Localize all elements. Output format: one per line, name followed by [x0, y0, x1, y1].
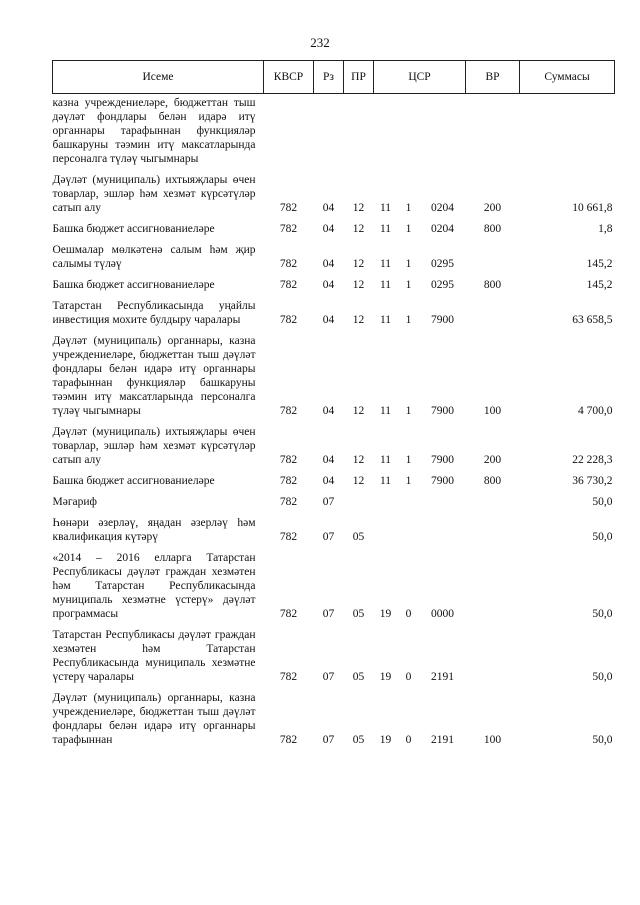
- row-csr-3: [420, 491, 466, 512]
- table-row: [53, 491, 615, 512]
- row-kvsr: 782: [279, 279, 298, 291]
- row-csr-1: 11: [379, 475, 392, 487]
- table-row: [53, 239, 615, 274]
- row-csr-1: 11: [379, 314, 392, 326]
- row-csr-3: 0000: [431, 608, 455, 620]
- row-kvsr: 782: [279, 531, 298, 543]
- row-rz: 07: [322, 734, 335, 746]
- row-vr: [466, 295, 520, 330]
- row-rz: 04: [322, 454, 335, 466]
- row-csr-2: 1: [405, 405, 412, 417]
- row-rz: 04: [322, 475, 335, 487]
- row-kvsr: 782: [279, 405, 298, 417]
- table-row: [53, 470, 615, 491]
- table-row: [53, 169, 615, 218]
- row-rz: 04: [322, 405, 335, 417]
- row-vr: [466, 94, 520, 170]
- row-rz: 04: [322, 202, 335, 214]
- budget-table: [52, 60, 615, 750]
- row-csr-1: 11: [379, 223, 392, 235]
- row-name: Башка бюджет ассигнованиеләре: [52, 475, 215, 487]
- row-pr: 12: [352, 223, 365, 235]
- row-sum: 22 228,3: [572, 454, 613, 466]
- row-vr: [466, 491, 520, 512]
- row-csr-2: 1: [405, 279, 412, 291]
- header-pr: ПР: [344, 61, 374, 94]
- row-vr: [466, 512, 520, 547]
- row-csr-2: 0: [405, 671, 412, 683]
- row-pr: 12: [352, 475, 365, 487]
- row-csr-1: [374, 94, 398, 170]
- row-kvsr: 782: [279, 475, 298, 487]
- row-csr-1: 19: [379, 671, 392, 683]
- row-rz: [314, 94, 344, 170]
- table-row: [53, 330, 615, 421]
- row-csr-3: 7900: [431, 405, 455, 417]
- row-vr: 800: [483, 475, 502, 487]
- page-number: 232: [310, 35, 330, 50]
- row-csr-1: 19: [379, 734, 392, 746]
- row-rz: 07: [322, 531, 335, 543]
- row-csr-3: 0204: [431, 202, 455, 214]
- table-row: [53, 624, 615, 687]
- row-csr-3: 7900: [431, 475, 455, 487]
- row-csr-2: 1: [405, 475, 412, 487]
- row-name: Татарстан Республикасында уңайлы инвестиция мохите булдыру чаралары: [52, 300, 256, 326]
- table-row: [53, 687, 615, 750]
- row-pr: 05: [352, 734, 365, 746]
- row-vr: 100: [483, 405, 502, 417]
- row-vr: 100: [483, 734, 502, 746]
- row-vr: [466, 547, 520, 624]
- row-sum: 50,0: [592, 608, 613, 620]
- row-csr-2: [398, 512, 420, 547]
- row-csr-1: 11: [379, 202, 392, 214]
- row-csr-1: 11: [379, 454, 392, 466]
- row-sum: 1,8: [598, 223, 613, 235]
- row-name: Дәүләт (муниципаль) ихтыяҗлары өчен товарлар, эшләр һәм хезмәт күрсәтүләр сатып алу: [52, 174, 256, 214]
- row-name: Башка бюджет ассигнованиеләре: [52, 223, 215, 235]
- row-sum: 50,0: [592, 496, 613, 508]
- header-name: Исеме: [53, 61, 264, 94]
- table-row: [53, 547, 615, 624]
- row-csr-3: 7900: [431, 314, 455, 326]
- table-row: [53, 295, 615, 330]
- row-csr-3: [420, 94, 466, 170]
- row-name: Башка бюджет ассигнованиеләре: [52, 279, 215, 291]
- row-csr-2: [398, 491, 420, 512]
- row-csr-2: 1: [405, 454, 412, 466]
- row-csr-3: 2191: [431, 734, 455, 746]
- table-row: [53, 94, 615, 170]
- row-name: Дәүләт (муниципаль) ихтыяҗлары өчен товарлар, эшләр һәм хезмәт күрсәтүләр сатып алу: [52, 426, 256, 466]
- row-csr-3: 0295: [431, 279, 455, 291]
- row-csr-3: 2191: [431, 671, 455, 683]
- row-pr: 05: [352, 608, 365, 620]
- row-csr-3: 0295: [431, 258, 455, 270]
- row-pr: 05: [352, 671, 365, 683]
- row-sum: 63 658,5: [572, 314, 613, 326]
- row-kvsr: 782: [279, 202, 298, 214]
- row-csr-2: 0: [405, 734, 412, 746]
- row-csr-1: 11: [379, 279, 392, 291]
- row-vr: 800: [483, 279, 502, 291]
- row-sum: [520, 94, 615, 170]
- row-csr-1: [374, 491, 398, 512]
- row-sum: 50,0: [592, 531, 613, 543]
- row-rz: 04: [322, 223, 335, 235]
- header-csr: ЦСР: [374, 61, 466, 94]
- row-rz: 07: [322, 608, 335, 620]
- header-vr: ВР: [466, 61, 520, 94]
- row-sum: 50,0: [592, 734, 613, 746]
- row-vr: 200: [483, 202, 502, 214]
- row-pr: [344, 491, 374, 512]
- header-row: [53, 61, 615, 94]
- row-pr: 12: [352, 314, 365, 326]
- row-pr: 12: [352, 202, 365, 214]
- row-pr: 12: [352, 454, 365, 466]
- row-kvsr: 782: [279, 314, 298, 326]
- row-pr: [344, 94, 374, 170]
- row-name: Татарстан Республикасы дәүләт граждан хезмәтен һәм Татарстан Республикасында муниципаль хезмәтне үстерү чаралары: [52, 629, 256, 683]
- header-sum: Суммасы: [520, 61, 615, 94]
- row-name: Дәүләт (муниципаль) органнары, казна учреждениеләре, бюджеттан тыш дәүләт фондлары белән идарә итү органнары тарафыннан функцияләр башкаруны тәэмин итү максатларында персоналга түләү чыгымнары: [52, 335, 256, 417]
- row-sum: 10 661,8: [572, 202, 613, 214]
- row-name: Мәгариф: [52, 496, 98, 508]
- table-body: [53, 94, 615, 751]
- table-row: [53, 218, 615, 239]
- row-sum: 50,0: [592, 671, 613, 683]
- row-csr-1: 11: [379, 258, 392, 270]
- row-sum: 145,2: [586, 279, 613, 291]
- row-sum: 36 730,2: [572, 475, 613, 487]
- row-csr-2: 1: [405, 314, 412, 326]
- row-csr-2: 0: [405, 608, 412, 620]
- row-name: «2014 – 2016 елларга Татарстан Республикасы дәүләт граждан хезмәтен һәм Татарстан Республикасында муниципаль хезмәтне үстерү» дәүләт программасы: [52, 552, 256, 620]
- row-rz: 07: [322, 671, 335, 683]
- row-csr-1: 11: [379, 405, 392, 417]
- row-kvsr: 782: [279, 608, 298, 620]
- row-name: казна учреждениеләре, бюджеттан тыш дәүләт фондлары белән идарә итү органнары тарафыннан функцияләр башкаруны тәэмин итү максатларында персоналга түләү чыгымнары: [52, 97, 256, 165]
- row-csr-2: 1: [405, 202, 412, 214]
- row-csr-3: 0204: [431, 223, 455, 235]
- row-pr: 12: [352, 279, 365, 291]
- row-kvsr: [264, 94, 314, 170]
- row-kvsr: 782: [279, 496, 298, 508]
- row-name: Оешмалар мөлкәтенә салым һәм җир салымы түләү: [52, 244, 256, 270]
- row-name: Дәүләт (муниципаль) органнары, казна учреждениеләре, бюджеттан тыш дәүләт фондлары белән идарә итү органнары тарафыннан: [52, 692, 256, 746]
- row-kvsr: 782: [279, 258, 298, 270]
- row-pr: 12: [352, 258, 365, 270]
- row-csr-2: [398, 94, 420, 170]
- row-csr-1: [374, 512, 398, 547]
- table-row: [53, 421, 615, 470]
- row-vr: 200: [483, 454, 502, 466]
- row-pr: 05: [352, 531, 365, 543]
- table-row: [53, 274, 615, 295]
- row-csr-1: 19: [379, 608, 392, 620]
- row-kvsr: 782: [279, 671, 298, 683]
- row-kvsr: 782: [279, 223, 298, 235]
- row-vr: 800: [483, 223, 502, 235]
- row-csr-2: 1: [405, 258, 412, 270]
- header-kvsr: КВСР: [264, 61, 314, 94]
- row-vr: [466, 239, 520, 274]
- row-kvsr: 782: [279, 454, 298, 466]
- row-pr: 12: [352, 405, 365, 417]
- row-rz: 04: [322, 258, 335, 270]
- row-sum: 145,2: [586, 258, 613, 270]
- row-kvsr: 782: [279, 734, 298, 746]
- row-name: Һөнәри әзерләү, яңадан әзерләү һәм квалификация күтәрү: [52, 517, 256, 543]
- row-rz: 07: [322, 496, 335, 508]
- row-rz: 04: [322, 314, 335, 326]
- header-rz: Рз: [314, 61, 344, 94]
- row-rz: 04: [322, 279, 335, 291]
- table-row: [53, 512, 615, 547]
- row-vr: [466, 624, 520, 687]
- row-csr-2: 1: [405, 223, 412, 235]
- row-sum: 4 700,0: [578, 405, 613, 417]
- row-csr-3: [420, 512, 466, 547]
- row-csr-3: 7900: [431, 454, 455, 466]
